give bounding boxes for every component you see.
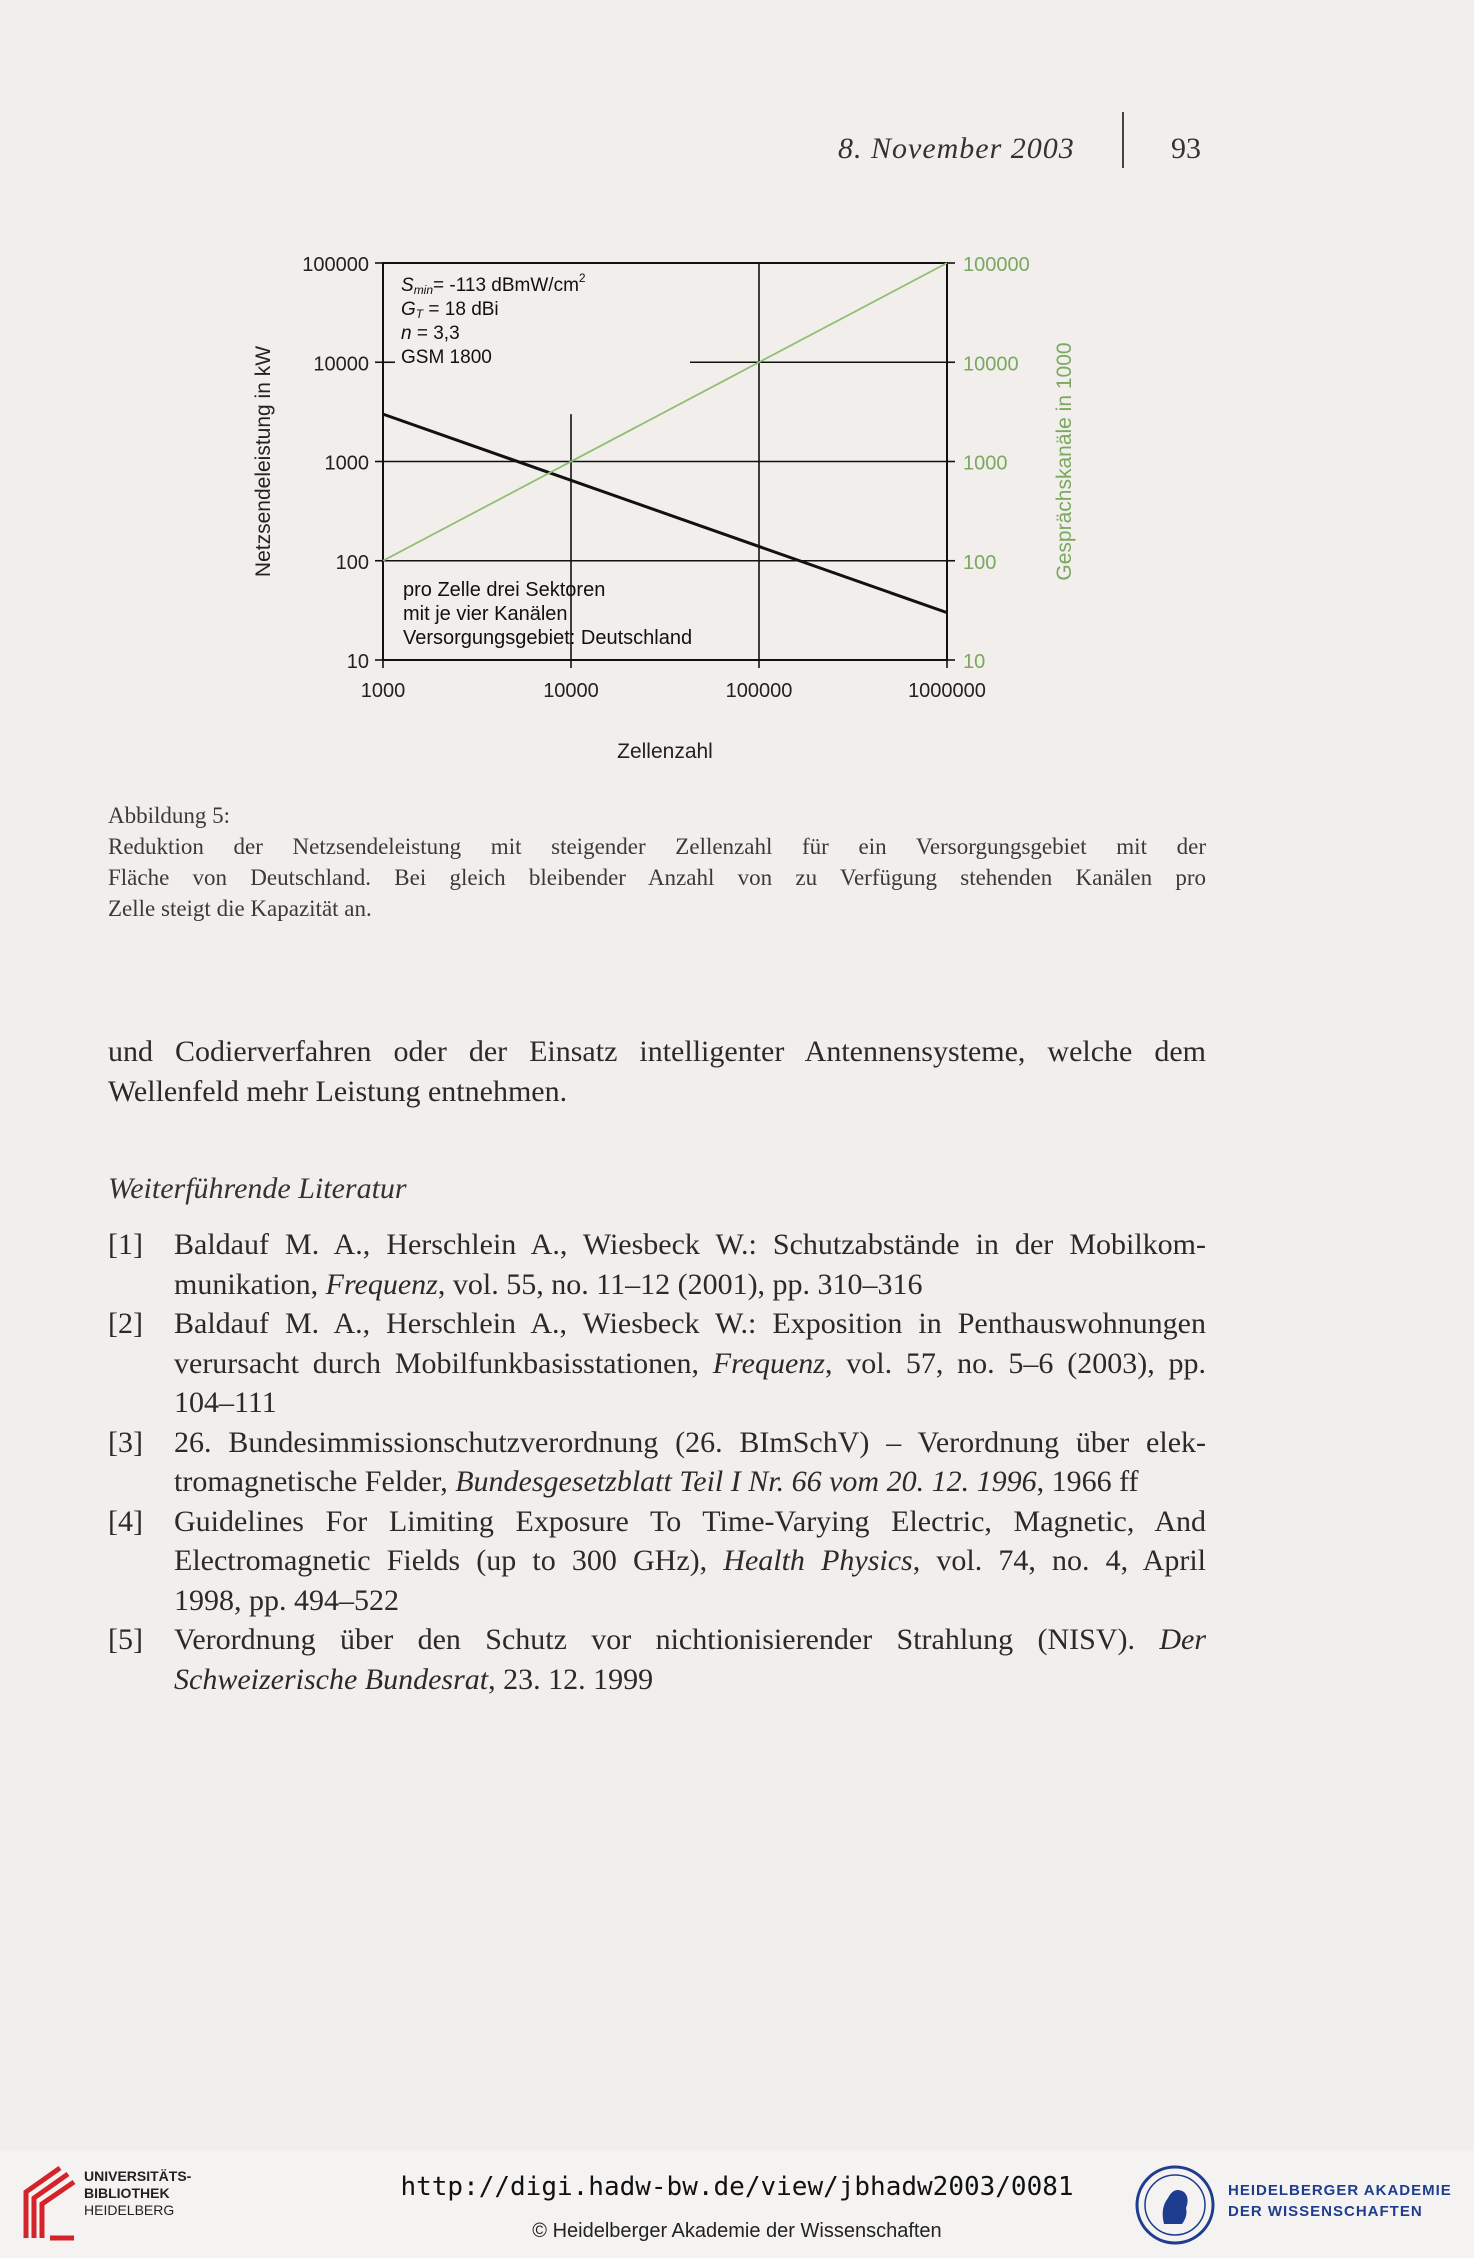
running-header-date: 8. November 2003 — [838, 132, 1075, 165]
copyright-notice: © Heidelberger Akademie der Wissenschaften — [532, 2220, 942, 2242]
note-line: pro Zelle drei Sektoren — [403, 579, 606, 601]
reference-line: Baldauf M. A., Herschlein A., Wiesbeck W.: Exposition in Penthauswohnungen — [174, 1307, 1206, 1340]
parameter-line: GSM 1800 — [401, 347, 492, 368]
reference-number: [2] — [108, 1307, 143, 1340]
academy-seal-icon — [1134, 2164, 1216, 2246]
reference-line: Electromagnetic Fields (up to 300 GHz), Health Physics, vol. 74, no. 4, April — [174, 1544, 1206, 1577]
reference-line: munikation, Frequenz, vol. 55, no. 11–12 (2001), pp. 310–316 — [174, 1267, 923, 1301]
y2-tick-label: 10000 — [963, 353, 1019, 376]
reference-item — [108, 1304, 1206, 1423]
reference-line: Guidelines For Limiting Exposure To Time-Varying Electric, Magnetic, And — [174, 1504, 1206, 1538]
reference-line: 1998, pp. 494–522 — [174, 1583, 399, 1617]
note-line: Versorgungsgebiet: Deutschland — [403, 627, 693, 649]
academy-name: HEIDELBERGER AKADEMIE DER WISSENSCHAFTEN — [1228, 2182, 1452, 2220]
figure-caption — [108, 800, 1206, 924]
x-tick-label: 100000 — [725, 680, 793, 702]
y2-tick-label: 1000 — [963, 452, 1008, 475]
body-line: Wellenfeld mehr Leistung entnehmen. — [108, 1075, 568, 1108]
reference-number: [1] — [108, 1228, 143, 1261]
reference-line: 104–111 — [174, 1386, 277, 1419]
y-tick-label: 100000 — [302, 254, 369, 276]
reference-line: Schweizerische Bundesrat, 23. 12. 1999 — [174, 1662, 654, 1696]
reference-number: [3] — [108, 1425, 143, 1459]
y2-tick-label: 100000 — [963, 254, 1030, 276]
body-paragraph — [108, 1032, 1206, 1112]
caption-line: Abbildung 5: — [108, 803, 231, 828]
y2-tick-label: 100 — [963, 551, 997, 574]
reference-line: Verordnung über den Schutz vor nichtionisierender Strahlung (NISV). Der — [174, 1623, 1206, 1656]
figure-chart — [240, 240, 1076, 763]
parameter-line: GT = 18 dBi — [401, 299, 499, 321]
reference-number: [4] — [108, 1504, 143, 1538]
y-axis-label: Netzsendeleistung in kW — [252, 345, 275, 578]
y2-axis-label: Gesprächskanäle in 1000 — [1053, 342, 1076, 581]
university-library-name: UNIVERSITÄTS- BIBLIOTHEK HEIDELBERG — [84, 2168, 192, 2218]
note-line: mit je vier Kanälen — [403, 603, 568, 625]
reference-number: [5] — [108, 1623, 143, 1656]
reference-item — [108, 1502, 1206, 1621]
reference-list — [108, 1225, 1206, 1699]
y-tick-label: 1000 — [324, 452, 369, 475]
x-tick-label: 10000 — [543, 680, 599, 702]
caption-line: Zelle steigt die Kapazität an. — [108, 896, 372, 921]
caption-line: Reduktion der Netzsendeleistung mit steigender Zellenzahl für ein Versorgungsgebiet mit der — [108, 834, 1206, 859]
header-divider — [1122, 112, 1124, 168]
literature-heading: Weiterführende Literatur — [108, 1172, 407, 1205]
parameter-line: Smin= -113 dBmW/$cm^2$ — [401, 271, 586, 297]
reference-line: verursacht durch Mobilfunkbasisstationen, Frequenz, vol. 57, no. 5–6 (2003), pp. — [174, 1346, 1206, 1380]
footer-bar — [0, 2150, 1474, 2258]
reference-item — [108, 1423, 1206, 1502]
reference-item — [108, 1225, 1206, 1304]
permalink-url[interactable]: http://digi.hadw-bw.de/view/jbhadw2003/0081 — [400, 2172, 1074, 2202]
y-tick-label: 10 — [346, 651, 369, 673]
reference-item — [108, 1620, 1206, 1699]
reference-line: 26. Bundesimmissionschutzverordnung (26. BImSchV) – Verordnung über elek- — [174, 1425, 1206, 1459]
y-tick-label: 100 — [335, 551, 369, 574]
page-number: 93 — [1171, 132, 1201, 165]
x-tick-label: 1000 — [360, 680, 406, 702]
body-line: und Codierverfahren oder der Einsatz intelligenter Antennensysteme, welche dem — [108, 1035, 1206, 1068]
y-tick-label: 10000 — [313, 353, 369, 376]
x-tick-label: 1000000 — [908, 680, 986, 702]
reference-line: tromagnetische Felder, Bundesgesetzblatt Teil I Nr. 66 vom 20. 12. 1996, 1966 ff — [174, 1465, 1139, 1498]
y2-tick-label: 10 — [963, 651, 986, 673]
x-axis-label: Zellenzahl — [617, 740, 713, 763]
caption-line: Fläche von Deutschland. Bei gleich bleibender Anzahl von zu Verfügung stehenden Kanälen pro — [108, 865, 1206, 890]
reference-line: Baldauf M. A., Herschlein A., Wiesbeck W.: Schutzabstände in der Mobilkom- — [174, 1228, 1206, 1261]
parameter-line: n = 3,3 — [401, 323, 460, 344]
